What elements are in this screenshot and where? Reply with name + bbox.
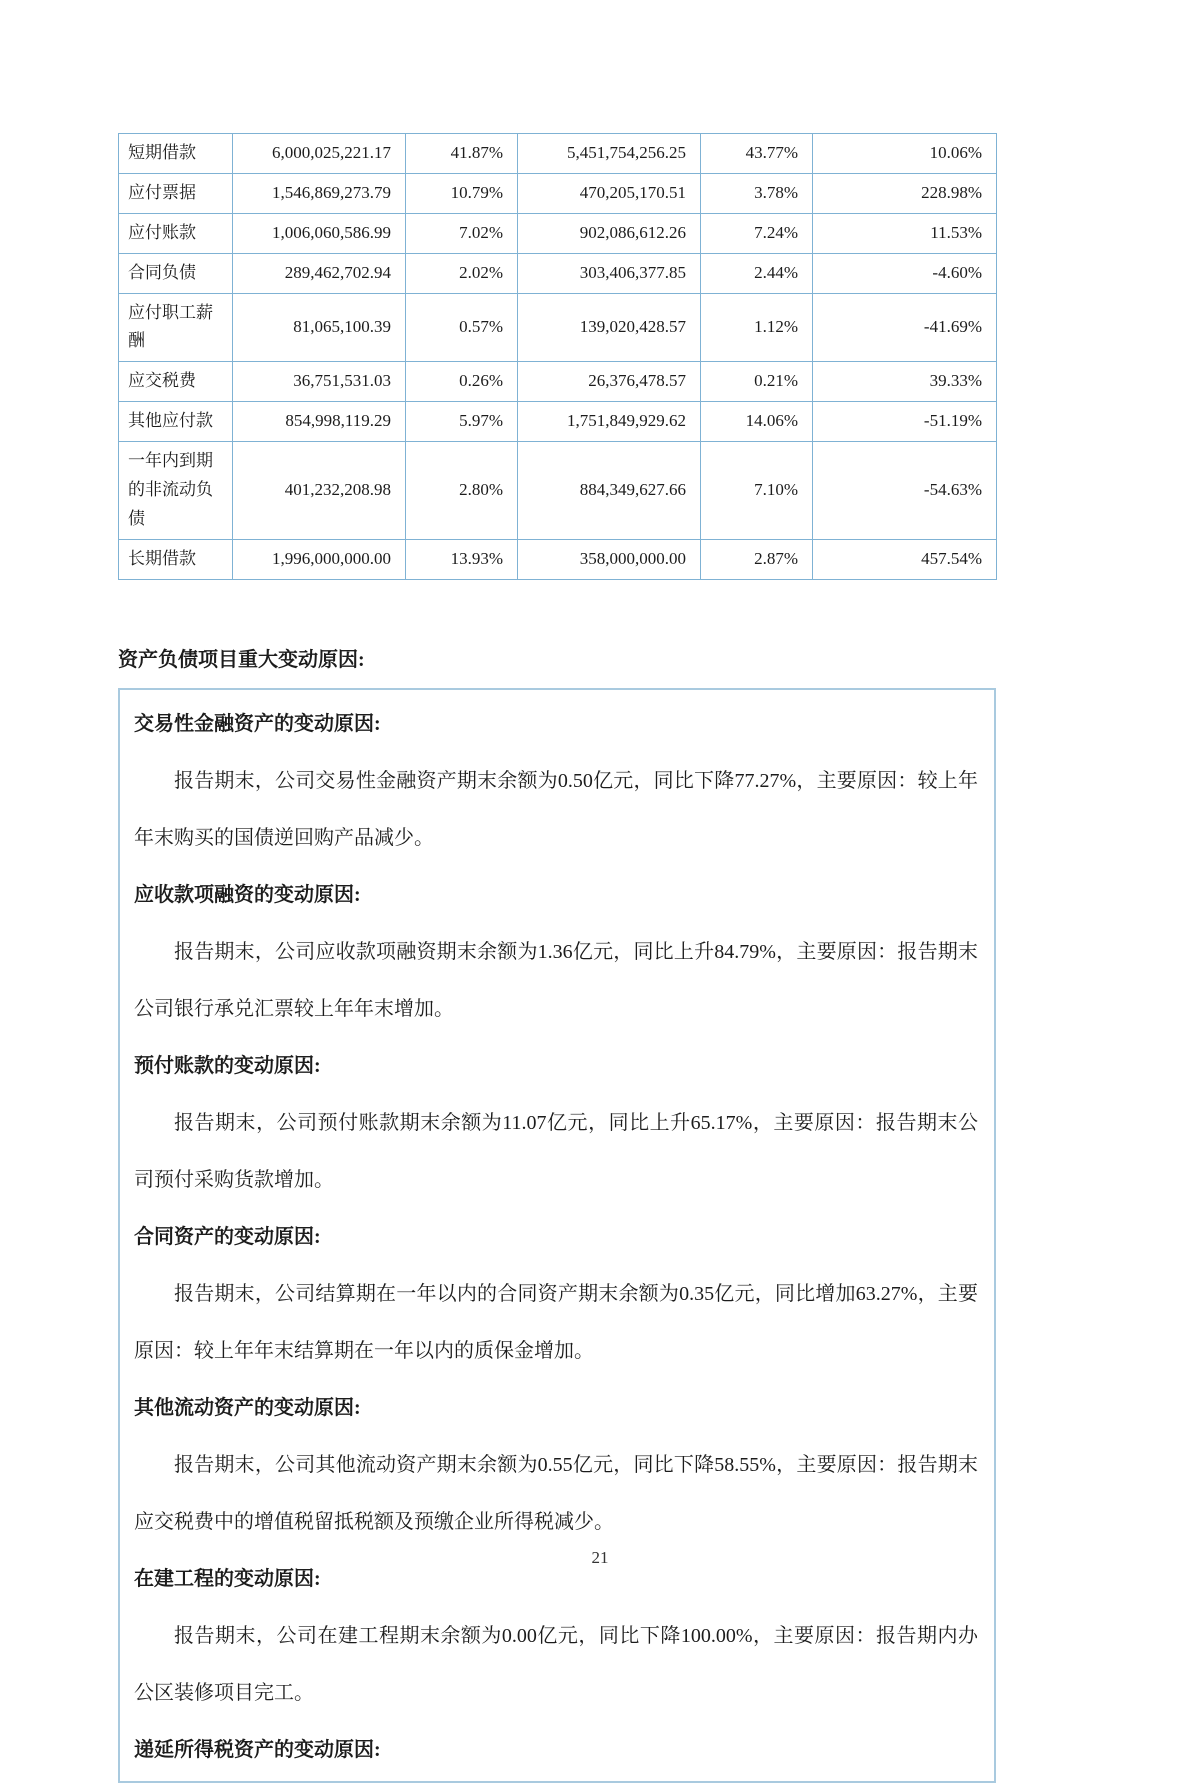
block-heading: 交易性金融资产的变动原因:: [134, 712, 381, 735]
block-body: 报告期末，公司应收款项融资期末余额为1.36亿元，同比上升84.79%，主要原因：报告期末公司银行承兑汇票较上年年末增加。: [134, 940, 978, 1020]
change-pct: 39.33%: [813, 362, 997, 402]
table-row: [119, 173, 997, 213]
pct-current: 2.80%: [406, 442, 518, 540]
pct-prior: 2.44%: [701, 253, 813, 293]
table-row: [119, 213, 997, 253]
pct-prior: 3.78%: [701, 173, 813, 213]
block-heading: 预付账款的变动原因:: [134, 1054, 321, 1077]
change-pct: -54.63%: [813, 442, 997, 540]
block-body: 报告期末，公司交易性金融资产期末余额为0.50亿元，同比下降77.27%，主要原因：较上年年末购买的国债逆回购产品减少。: [134, 769, 978, 849]
item-label: 一年内到期的非流动负债: [119, 442, 233, 540]
amount-current: 1,546,869,273.79: [233, 173, 406, 213]
block-body: 报告期末，公司结算期在一年以内的合同资产期末余额为0.35亿元，同比增加63.27%，主要原因：较上年年末结算期在一年以内的质保金增加。: [134, 1282, 978, 1362]
pct-prior: 43.77%: [701, 134, 813, 174]
pct-prior: 1.12%: [701, 293, 813, 362]
change-pct: 228.98%: [813, 173, 997, 213]
amount-current: 289,462,702.94: [233, 253, 406, 293]
table-row: [119, 402, 997, 442]
amount-current: 854,998,119.29: [233, 402, 406, 442]
change-pct: 457.54%: [813, 539, 997, 579]
item-label: 长期借款: [119, 539, 233, 579]
pct-prior: 0.21%: [701, 362, 813, 402]
amount-current: 1,006,060,586.99: [233, 213, 406, 253]
pct-current: 0.57%: [406, 293, 518, 362]
pct-current: 5.97%: [406, 402, 518, 442]
item-label: 合同负债: [119, 253, 233, 293]
pct-prior: 14.06%: [701, 402, 813, 442]
item-label: 应付票据: [119, 173, 233, 213]
amount-current: 1,996,000,000.00: [233, 539, 406, 579]
item-label: 短期借款: [119, 134, 233, 174]
pct-prior: 7.24%: [701, 213, 813, 253]
amount-prior: 26,376,478.57: [518, 362, 701, 402]
pct-current: 0.26%: [406, 362, 518, 402]
pct-current: 7.02%: [406, 213, 518, 253]
section-title: 资产负债项目重大变动原因:: [118, 648, 365, 671]
amount-prior: 303,406,377.85: [518, 253, 701, 293]
block-heading: 在建工程的变动原因:: [134, 1567, 321, 1590]
amount-prior: 1,751,849,929.62: [518, 402, 701, 442]
amount-prior: 884,349,627.66: [518, 442, 701, 540]
block-heading: 递延所得税资产的变动原因:: [134, 1738, 381, 1761]
block-heading: 应收款项融资的变动原因:: [134, 883, 361, 906]
amount-prior: 902,086,612.26: [518, 213, 701, 253]
change-pct: 10.06%: [813, 134, 997, 174]
block-body: 报告期末，公司其他流动资产期末余额为0.55亿元，同比下降58.55%，主要原因：报告期末应交税费中的增值税留抵税额及预缴企业所得税减少。: [134, 1453, 978, 1533]
block-heading: 合同资产的变动原因:: [134, 1225, 321, 1248]
table-row: [119, 293, 997, 362]
pct-current: 13.93%: [406, 539, 518, 579]
page-number: 21: [591, 1548, 609, 1567]
table-row: [119, 539, 997, 579]
pct-current: 2.02%: [406, 253, 518, 293]
balance-sheet-items-table: [118, 133, 997, 580]
change-pct: 11.53%: [813, 213, 997, 253]
change-pct: -51.19%: [813, 402, 997, 442]
amount-current: 401,232,208.98: [233, 442, 406, 540]
amount-prior: 5,451,754,256.25: [518, 134, 701, 174]
table-row: [119, 442, 997, 540]
amount-current: 36,751,531.03: [233, 362, 406, 402]
table-row: [119, 362, 997, 402]
amount-current: 6,000,025,221.17: [233, 134, 406, 174]
amount-prior: 139,020,428.57: [518, 293, 701, 362]
pct-current: 10.79%: [406, 173, 518, 213]
item-label: 应交税费: [119, 362, 233, 402]
item-label: 应付账款: [119, 213, 233, 253]
pct-current: 41.87%: [406, 134, 518, 174]
table-row: [119, 253, 997, 293]
amount-prior: 470,205,170.51: [518, 173, 701, 213]
block-body: 报告期末，公司预付账款期末余额为11.07亿元，同比上升65.17%，主要原因：报告期末公司预付采购货款增加。: [134, 1111, 978, 1191]
change-pct: -41.69%: [813, 293, 997, 362]
item-label: 其他应付款: [119, 402, 233, 442]
block-heading: 其他流动资产的变动原因:: [134, 1396, 361, 1419]
amount-current: 81,065,100.39: [233, 293, 406, 362]
pct-prior: 2.87%: [701, 539, 813, 579]
amount-prior: 358,000,000.00: [518, 539, 701, 579]
pct-prior: 7.10%: [701, 442, 813, 540]
item-label: 应付职工薪酬: [119, 293, 233, 362]
change-reasons-box: [118, 688, 996, 1783]
change-pct: -4.60%: [813, 253, 997, 293]
table-row: [119, 134, 997, 174]
block-body: 报告期末，公司在建工程期末余额为0.00亿元，同比下降100.00%，主要原因：报告期内办公区装修项目完工。: [134, 1624, 978, 1704]
page-content: [118, 133, 996, 1783]
